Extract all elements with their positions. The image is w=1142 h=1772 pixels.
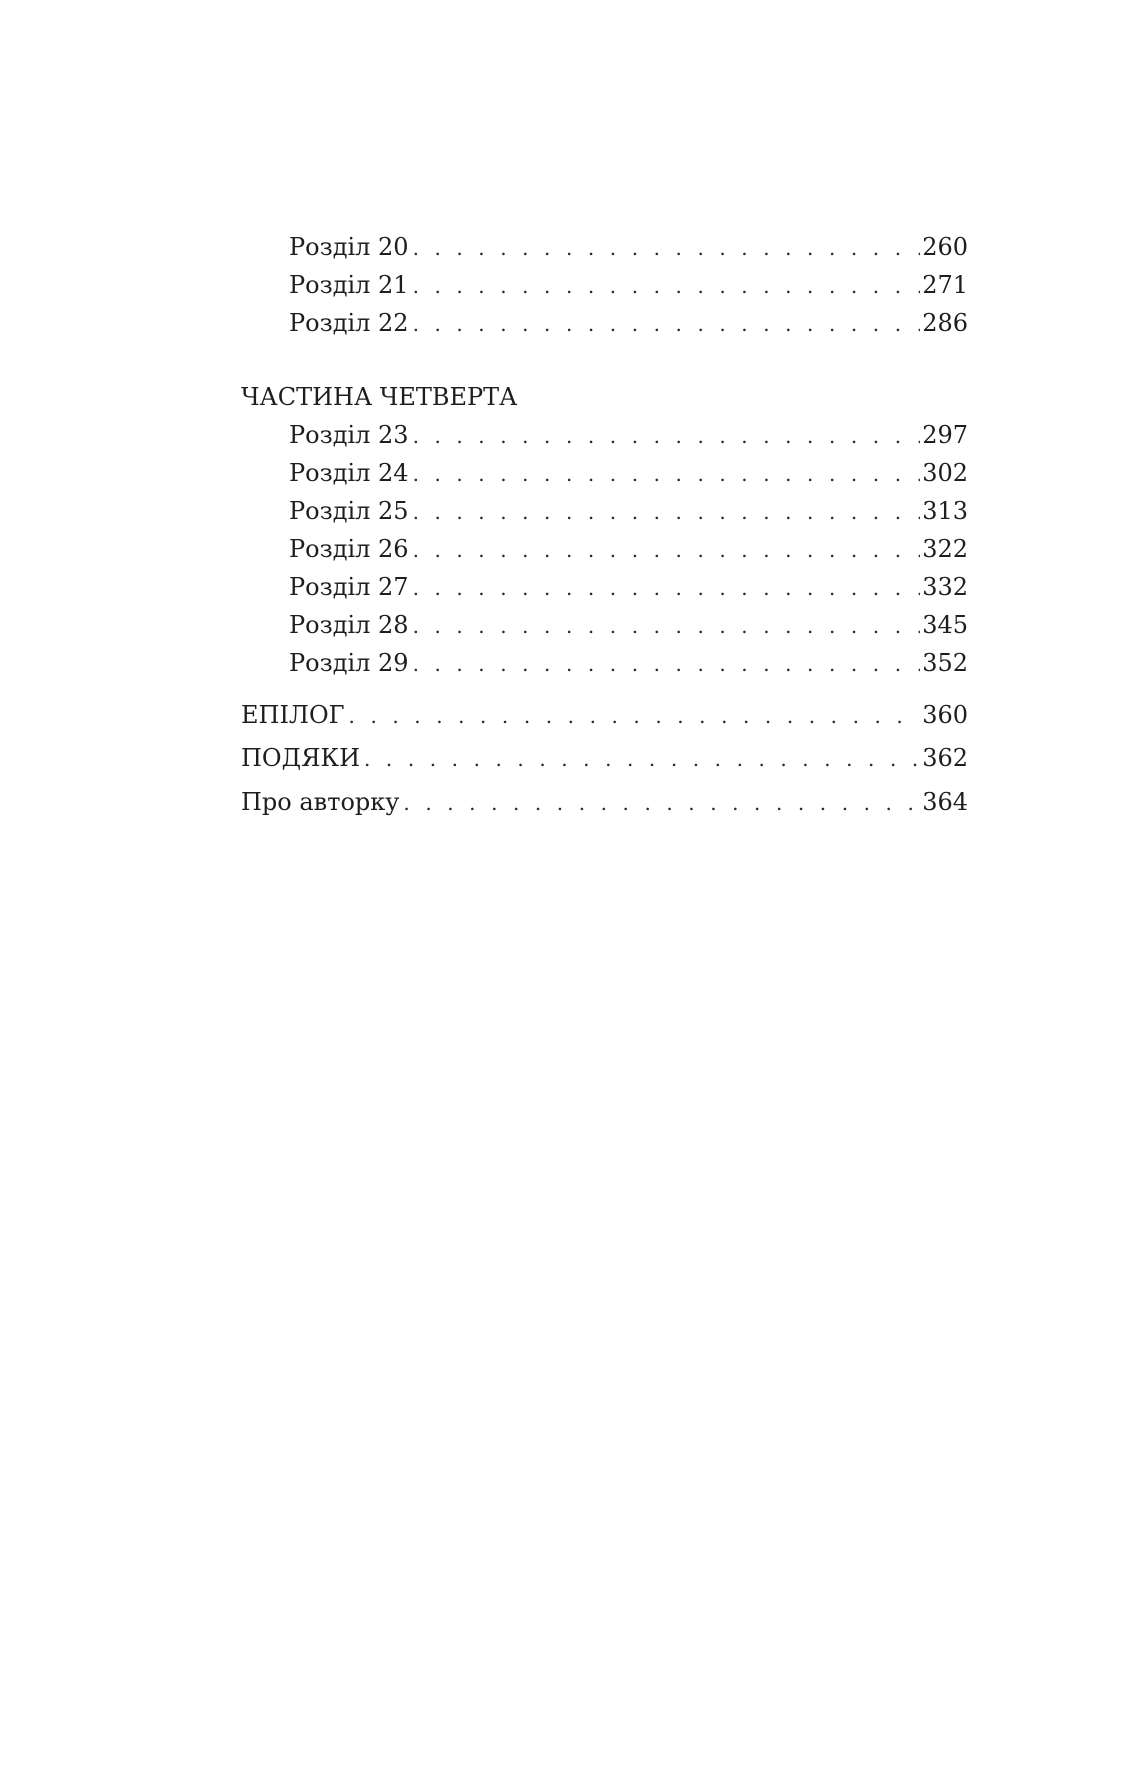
toc-entry-label: Розділ 26 bbox=[289, 535, 409, 563]
toc-entry-chapter-26 bbox=[289, 530, 968, 568]
toc-entry-chapter-29 bbox=[289, 644, 968, 682]
dot-leader bbox=[360, 740, 920, 778]
toc-entry-page: 364 bbox=[922, 788, 968, 816]
toc-entry-label: Про авторку bbox=[241, 788, 400, 816]
toc-entry-label: Розділ 29 bbox=[289, 649, 409, 677]
toc-entry-chapter-20 bbox=[289, 228, 968, 266]
toc-entry-label: ЕПІЛОГ bbox=[241, 701, 345, 729]
toc-entry-page: 297 bbox=[922, 421, 968, 449]
toc-entry-page: 332 bbox=[922, 573, 968, 601]
toc-entry-page: 352 bbox=[922, 649, 968, 677]
toc-entry-page: 260 bbox=[922, 233, 968, 261]
dot-leader bbox=[399, 784, 920, 822]
toc-entry-label: Розділ 27 bbox=[289, 573, 409, 601]
toc-entry-label: Розділ 25 bbox=[289, 497, 409, 525]
toc-entry-chapter-22 bbox=[289, 304, 968, 342]
toc-entry-label: Розділ 24 bbox=[289, 459, 409, 487]
toc-entry-label: Розділ 22 bbox=[289, 309, 409, 337]
dot-leader bbox=[409, 493, 920, 531]
dot-leader bbox=[409, 569, 920, 607]
toc-entry-label: Розділ 20 bbox=[289, 233, 409, 261]
dot-leader bbox=[345, 697, 920, 735]
toc-entry-page: 322 bbox=[922, 535, 968, 563]
dot-leader bbox=[409, 305, 920, 343]
dot-leader bbox=[409, 229, 920, 267]
toc-entry-page: 360 bbox=[922, 701, 968, 729]
toc-entry-epilogue bbox=[241, 696, 968, 734]
dot-leader bbox=[409, 531, 920, 569]
toc-entry-acknowledgements bbox=[241, 739, 968, 777]
dot-leader bbox=[409, 267, 920, 305]
toc-entry-page: 362 bbox=[922, 744, 968, 772]
toc-entry-chapter-21 bbox=[289, 266, 968, 304]
toc-entry-chapter-23 bbox=[289, 416, 968, 454]
toc-entry-chapter-24 bbox=[289, 454, 968, 492]
dot-leader bbox=[409, 645, 920, 683]
part-four-heading: ЧАСТИНА ЧЕТВЕРТА bbox=[241, 383, 518, 411]
dot-leader bbox=[409, 607, 920, 645]
toc-entry-chapter-25 bbox=[289, 492, 968, 530]
toc-entry-page: 313 bbox=[922, 497, 968, 525]
toc-entry-label: Розділ 23 bbox=[289, 421, 409, 449]
toc-entry-page: 271 bbox=[922, 271, 968, 299]
toc-entry-chapter-28 bbox=[289, 606, 968, 644]
toc-entry-label: Розділ 28 bbox=[289, 611, 409, 639]
toc-entry-label: ПОДЯКИ bbox=[241, 744, 361, 772]
dot-leader bbox=[409, 417, 920, 455]
toc-entry-about-author bbox=[241, 783, 968, 821]
toc-entry-page: 302 bbox=[922, 459, 968, 487]
dot-leader bbox=[409, 455, 920, 493]
toc-entry-page: 286 bbox=[922, 309, 968, 337]
toc-entry-chapter-27 bbox=[289, 568, 968, 606]
toc-entry-page: 345 bbox=[922, 611, 968, 639]
toc-entry-label: Розділ 21 bbox=[289, 271, 409, 299]
